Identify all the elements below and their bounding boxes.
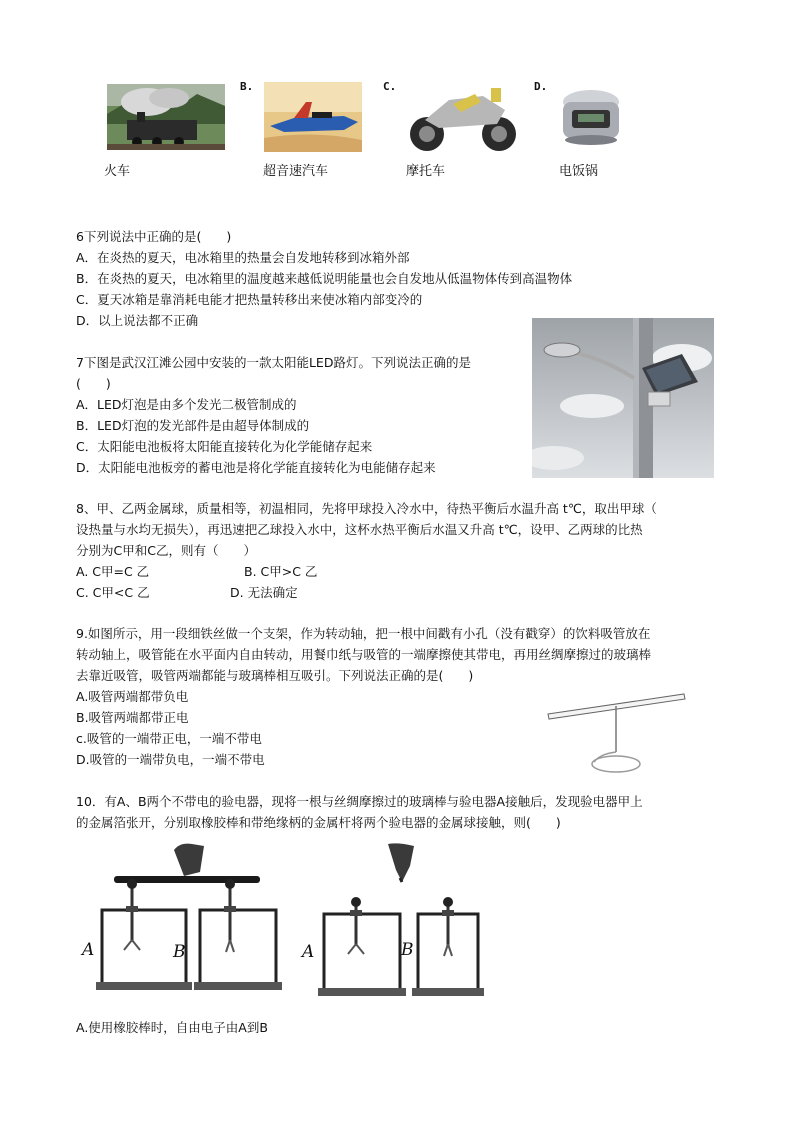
electroscope-label-a-right: A — [302, 942, 315, 962]
question-8-line-1: 8、甲、乙两金属球，质量相等，初温相同，先将甲球投入冷水中，待热平衡后水温升高 t℃，取出甲球（ — [76, 501, 657, 516]
option-caption-train: 火车 — [104, 164, 131, 179]
option-letter-b: B. — [240, 80, 254, 93]
question-8-line-3: 分别为C甲和C乙，则有（ ） — [76, 543, 256, 558]
question-7-stem: 7下图是武汉江滩公园中安装的一款太阳能LED路灯。下列说法正确的是 — [76, 355, 471, 370]
question-8-option-c[interactable]: C. C甲<C 乙 — [76, 585, 150, 600]
motorcycle-image — [405, 80, 520, 154]
question-9-option-d[interactable]: D.吸管的一端带负电，一端不带电 — [76, 752, 265, 767]
question-10-line-1: 10．有A、B两个不带电的验电器，现将一根与丝绸摩擦过的玻璃棒与验电器A接触后，发现验电器甲上 — [76, 794, 643, 809]
question-9-option-c[interactable]: c.吸管的一端带正电，一端不带电 — [76, 731, 262, 746]
straw-on-stand-diagram — [540, 688, 690, 776]
electroscope-label-b-right: B — [401, 940, 414, 960]
question-7-stem-paren: ( ) — [76, 376, 111, 391]
electroscope-label-b: B — [173, 942, 186, 962]
question-7-option-a[interactable]: A．LED灯泡是由多个发光二极管制成的 — [76, 397, 297, 412]
question-10-line-2: 的金属箔张开，分别取橡胶棒和带绝缘柄的金属杆将两个验电器的金属球接触，则( ) — [76, 815, 561, 830]
question-8-option-a[interactable]: A. C甲=C 乙 — [76, 564, 150, 579]
rice-cooker-image — [558, 84, 624, 148]
question-8-option-d[interactable]: D. 无法确定 — [230, 585, 298, 600]
option-caption-rice-cooker: 电饭锅 — [559, 164, 599, 179]
question-10-option-a[interactable]: A.使用橡胶棒时，自由电子由A到B — [76, 1020, 268, 1035]
question-7-option-b[interactable]: B．LED灯泡的发光部件是由超导体制成的 — [76, 418, 310, 433]
question-6-option-d[interactable]: D．以上说法都不正确 — [76, 313, 199, 328]
solar-streetlight-image — [532, 318, 714, 478]
train-image — [107, 84, 225, 150]
question-8-option-b[interactable]: B. C甲>C 乙 — [244, 564, 318, 579]
electroscope-label-a: A — [82, 940, 95, 960]
question-8-line-2: 设热量与水均无损失），再迅速把乙球投入水中，这杯水热平衡后水温又升高 t℃，设甲、乙两球的比热 — [76, 522, 643, 537]
question-6-option-c[interactable]: C．夏天冰箱是靠消耗电能才把热量转移出来使冰箱内部变冷的 — [76, 292, 423, 307]
question-7-option-d[interactable]: D．太阳能电池板旁的蓄电池是将化学能直接转化为电能储存起来 — [76, 460, 436, 475]
question-9-option-a[interactable]: A.吸管两端都带负电 — [76, 689, 189, 704]
question-6-stem: 6下列说法中正确的是( ) — [76, 229, 232, 244]
option-caption-supersonic-car: 超音速汽车 — [263, 164, 329, 179]
option-letter-d: D. — [534, 80, 548, 93]
question-9-option-b[interactable]: B.吸管两端都带正电 — [76, 710, 189, 725]
question-7-option-c[interactable]: C．太阳能电池板将太阳能直接转化为化学能储存起来 — [76, 439, 373, 454]
supersonic-car-image — [264, 82, 362, 152]
option-caption-motorcycle: 摩托车 — [406, 164, 446, 179]
question-6-option-a[interactable]: A．在炎热的夏天，电冰箱里的热量会自发地转移到冰箱外部 — [76, 250, 410, 265]
question-9-line-1: 9.如图所示，用一段细铁丝做一个支架，作为转动轴，把一根中间戳有小孔（没有戳穿）的饮料吸管放在 — [76, 626, 651, 641]
option-letter-c: C. — [383, 80, 397, 93]
electroscope-diagram — [80, 842, 490, 998]
question-9-line-2: 转动轴上，吸管能在水平面内自由转动，用餐巾纸与吸管的一端摩擦使其带电，再用丝绸摩擦过的玻璃棒 — [76, 647, 652, 662]
question-9-line-3: 去靠近吸管，吸管两端都能与玻璃棒相互吸引。下列说法正确的是( ) — [76, 668, 474, 683]
question-6-option-b[interactable]: B．在炎热的夏天，电冰箱里的温度越来越低说明能量也会自发地从低温物体传到高温物体 — [76, 271, 573, 286]
